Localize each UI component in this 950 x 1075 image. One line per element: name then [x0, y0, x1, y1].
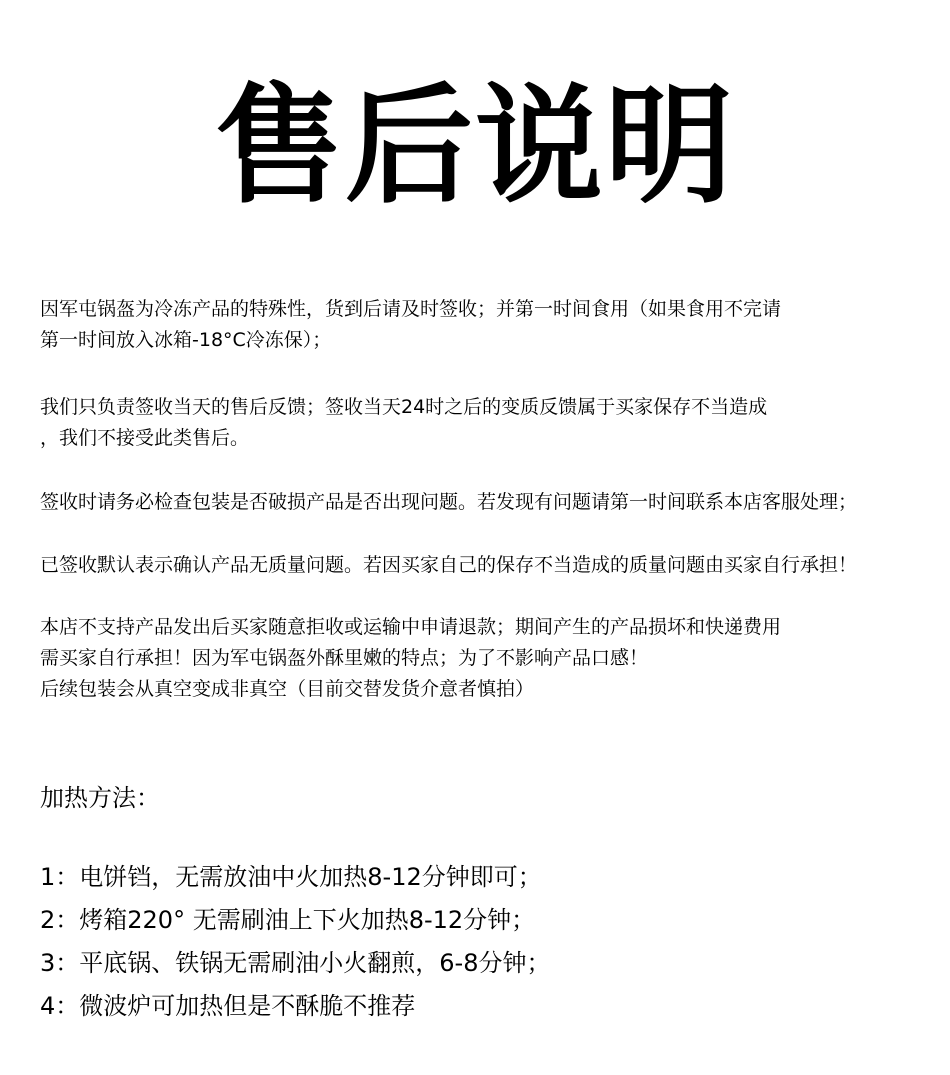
- notice-line: 后续包装会从真空变成非真空（目前交替发货介意者慎拍）: [40, 678, 535, 700]
- notice-line: 已签收默认表示确认产品无质量问题。若因买家自己的保存不当造成的质量问题由买家自行承担！: [40, 554, 858, 576]
- heating-method-item: 4：微波炉可加热但是不酥脆不推荐: [40, 992, 416, 1020]
- notice-signed-confirmation: [40, 550, 930, 581]
- notice-line: 签收时请务必检查包装是否破损产品是否出现问题。若发现有问题请第一时间联系本店客服处理；: [40, 491, 858, 513]
- notice-aftersale-scope: [40, 392, 930, 454]
- notice-line: 本店不支持产品发出后买家随意拒收或运输中申请退款；期间产生的产品损坏和快递费用: [40, 616, 782, 638]
- notice-line: 需买家自行承担！因为军屯锅盔外酥里嫩的特点；为了不影响产品口感！: [40, 647, 649, 669]
- notice-line: ，我们不接受此类售后。: [40, 427, 250, 449]
- notice-refund-policy: [40, 612, 930, 705]
- notice-line: 因军屯锅盔为冷冻产品的特殊性，货到后请及时签收；并第一时间食用（如果食用不完请: [40, 298, 782, 320]
- notice-line: 我们只负责签收当天的售后反馈；签收当天24时之后的变质反馈属于买家保存不当造成: [40, 396, 768, 418]
- notice-inspect-package: [40, 487, 930, 518]
- notice-line: 第一时间放入冰箱-18°C冷冻保）；: [40, 329, 332, 351]
- heating-section-title: 加热方法：: [40, 784, 160, 812]
- heating-method-item: 2：烤箱220° 无需刷油上下火加热8-12分钟；: [40, 906, 536, 934]
- notice-frozen-product: [40, 294, 930, 356]
- heating-method-list: [40, 856, 550, 1028]
- page-title: 售后说明: [214, 72, 735, 221]
- heating-method-item: 1：电饼铛，无需放油中火加热8-12分钟即可；: [40, 863, 542, 891]
- heating-method-item: 3：平底锅、铁锅无需刷油小火翻煎，6-8分钟；: [40, 949, 551, 977]
